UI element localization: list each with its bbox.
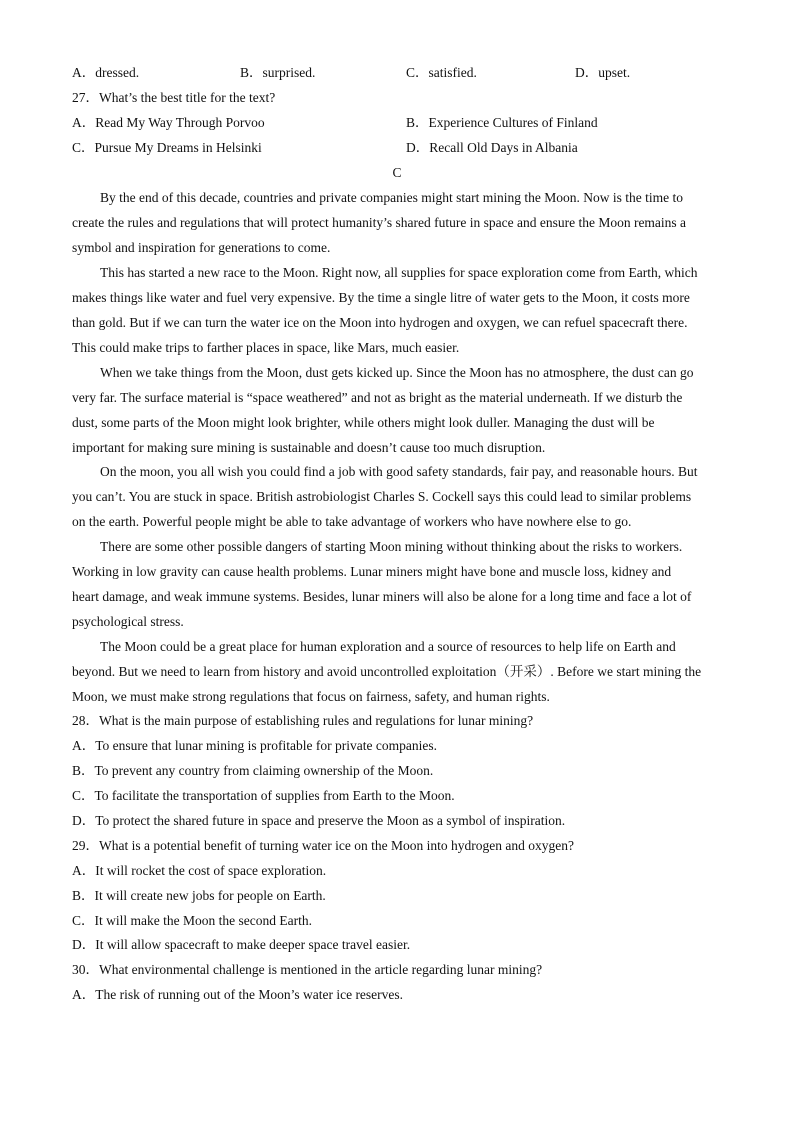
passage-line: beyond. But we need to learn from history and avoid uncontrolled exploitation（开采）. Before we start mining the (72, 664, 702, 679)
passage-line: symbol and inspiration for generations to come. (72, 240, 331, 255)
q26-option-c: C．satisfied. (406, 65, 477, 80)
passage-line: By the end of this decade, countries and private companies might start mining the Moon. Now is the time to (100, 190, 684, 205)
q28-option-c: C．To facilitate the transportation of supplies from Earth to the Moon. (72, 788, 455, 803)
passage-line: psychological stress. (72, 614, 184, 629)
q26-option-a: A．dressed. (72, 65, 140, 80)
q27-option-a: A．Read My Way Through Porvoo (72, 115, 265, 130)
passage-line: There are some other possible dangers of starting Moon mining without thinking about the risks to workers. (100, 539, 683, 554)
q29-option-a: A．It will rocket the cost of space exploration. (72, 863, 327, 878)
passage-line: important for making sure mining is sustainable and doesn’t cause too much disruption. (72, 440, 546, 455)
q29-option-c: C．It will make the Moon the second Earth. (72, 913, 312, 928)
q28-option-b: B．To prevent any country from claiming ownership of the Moon. (72, 763, 434, 778)
passage-line: you can’t. You are stuck in space. British astrobiologist Charles S. Cockell says this could lead to similar problems (72, 489, 692, 504)
q29-stem: 29．What is a potential benefit of turning water ice on the Moon into hydrogen and oxygen? (72, 838, 574, 853)
q27-option-b: B．Experience Cultures of Finland (406, 115, 598, 130)
q30-option-a: A．The risk of running out of the Moon’s water ice reserves. (72, 987, 404, 1002)
passage-line: This has started a new race to the Moon. Right now, all supplies for space exploration come from Earth, which (100, 265, 698, 280)
section-label: C (392, 165, 402, 180)
passage-line: The Moon could be a great place for human exploration and a source of resources to help life on Earth and (100, 639, 676, 654)
q29-option-d: D．It will allow spacecraft to make deeper space travel easier. (72, 937, 411, 952)
passage-line: Moon, we must make strong regulations that focus on fairness, safety, and human rights. (72, 689, 550, 704)
passage-line: than gold. But if we can turn the water ice on the Moon into hydrogen and oxygen, we can refuel spacecraft there. (72, 315, 688, 330)
passage-line: This could make trips to farther places in space, like Mars, much easier. (72, 340, 460, 355)
q27-option-c: C．Pursue My Dreams in Helsinki (72, 140, 262, 155)
passage-line: Working in low gravity can cause health problems. Lunar miners might have bone and muscle loss, kidney and (72, 564, 672, 579)
passage-line: When we take things from the Moon, dust gets kicked up. Since the Moon has no atmosphere, the dust can go (100, 365, 694, 380)
passage-line: very far. The surface material is “space weathered” and not as bright as the material underneath. If we disturb the (72, 390, 683, 405)
q27-option-d: D．Recall Old Days in Albania (406, 140, 578, 155)
q28-stem: 28．What is the main purpose of establishing rules and regulations for lunar mining? (72, 713, 534, 728)
q28-option-d: D．To protect the shared future in space and preserve the Moon as a symbol of inspiration. (72, 813, 566, 828)
q26-option-d: D．upset. (575, 65, 631, 80)
passage-line: create the rules and regulations that will protect humanity’s shared future in space and ensure the Moon remains a (72, 215, 687, 230)
passage-line: on the earth. Powerful people might be able to take advantage of workers who have nowhere else to go. (72, 514, 632, 529)
q29-option-b: B．It will create new jobs for people on Earth. (72, 888, 326, 903)
passage-line: makes things like water and fuel very expensive. By the time a single litre of water gets to the Moon, it costs more (72, 290, 690, 305)
q28-option-a: A．To ensure that lunar mining is profitable for private companies. (72, 738, 437, 753)
q30-stem: 30．What environmental challenge is mentioned in the article regarding lunar mining? (72, 962, 543, 977)
q27-stem: 27．What’s the best title for the text? (72, 90, 276, 105)
passage-line: On the moon, you all wish you could find a job with good safety standards, fair pay, and reasonable hours. But (100, 464, 698, 479)
q26-option-b: B．surprised. (240, 65, 316, 80)
passage-line: heart damage, and weak immune systems. Besides, lunar miners will also be alone for a long time and face a lot of (72, 589, 692, 604)
passage-line: dust, some parts of the Moon might look brighter, while others might look duller. Managing the dust will be (72, 415, 655, 430)
